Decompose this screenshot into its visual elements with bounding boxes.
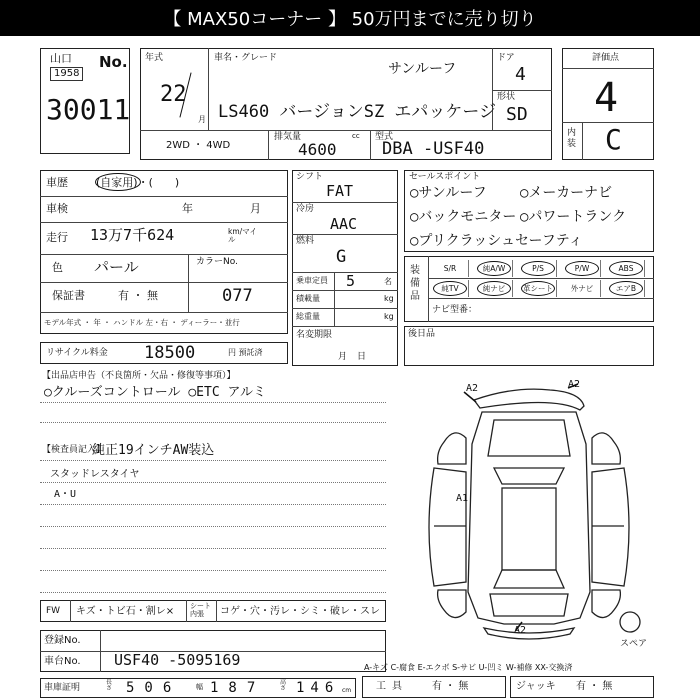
lot-sub-number: 1958 — [50, 67, 83, 81]
certificate-label: 車庫証明 — [44, 683, 81, 693]
inspection-year-unit: 年 — [182, 202, 193, 215]
jack-options: 有 ・ 無 — [576, 681, 613, 692]
height-value: 146 — [296, 680, 340, 696]
model-sunroof-note: サンルーフ — [388, 61, 457, 77]
capacity-unit: 名 — [384, 277, 392, 286]
drive-options: 2WD ・ 4WD — [166, 140, 231, 151]
score-label: 評価点 — [592, 53, 620, 63]
register-label: 登録No. — [44, 635, 81, 646]
damage-legend: A-キズ C-腐食 E-エクボ S-サビ U-凹ミ W-補修 XX-交換済 — [364, 663, 573, 672]
displacement-value: 4600 — [298, 140, 337, 159]
diagram-mark-rear: A2 — [514, 625, 527, 636]
model-label: 車名・グレード — [214, 53, 278, 63]
equipment-label: 装備品 — [410, 265, 420, 302]
model-name: LS460 バージョンSZ エパッケージ — [218, 102, 497, 122]
recycle-value: 18500 — [144, 343, 196, 363]
spare-label: スペア — [620, 639, 648, 649]
shape-label: 形状 — [497, 92, 516, 102]
inspector-sub-1: スタッドレスタイヤ — [50, 469, 140, 480]
displacement-label: 排気量 — [274, 132, 302, 142]
fuel-label: 燃料 — [296, 236, 315, 246]
inspection-label: 車検 — [46, 202, 68, 215]
color-code-label: カラーNo. — [196, 257, 238, 267]
door-value: 4 — [515, 64, 526, 85]
inspector-label: 【検査員記入】 — [42, 445, 106, 455]
color-label: 色 — [52, 261, 63, 274]
displacement-unit: cc — [352, 132, 360, 140]
chassis-label: 車台No. — [44, 656, 81, 667]
equipment-item: P/S — [520, 260, 557, 277]
exhibitor-label: 【出品店申告（不良箇所・欠品・修復等事項）】 — [42, 371, 236, 381]
lot-no-label: No. — [99, 53, 128, 71]
seat-label: シート内張 — [190, 602, 211, 618]
later-added-box — [404, 326, 654, 366]
interior-value: C — [605, 123, 622, 156]
shift-value: FAT — [326, 182, 354, 200]
warranty-label: 保証書 — [52, 289, 85, 302]
equipment-item: 純A/W — [476, 260, 513, 277]
sales-points-label: セールスポイント — [409, 172, 481, 182]
type-label: 型式 — [375, 132, 394, 142]
navi-model-label: ナビ型番： — [432, 305, 478, 315]
diagram-mark-door: A1 — [456, 493, 469, 504]
diagram-mark-front-left: A2 — [466, 383, 479, 394]
gross-label: 総重量 — [296, 312, 320, 321]
diagram-mark-front-right: A2 — [568, 379, 581, 390]
seat-options: コゲ・穴・汚レ・シミ・破レ・スレ — [220, 606, 380, 617]
load-label: 積載量 — [296, 294, 320, 303]
aircon-value: AAC — [330, 215, 358, 233]
width-value: 187 — [210, 680, 266, 696]
length-value: 506 — [126, 680, 182, 696]
exhibitor-note: ○クルーズコントロール ○ETC アルミ — [44, 385, 266, 400]
gross-unit: kg — [384, 312, 394, 321]
recycle-label: リサイクル料金 — [46, 348, 108, 358]
misc-row: モデル年式 ・ 年 ・ ハンドル 左・右 ・ ディーラー・並行 — [44, 318, 240, 327]
door-label: ドア — [497, 53, 515, 63]
fw-label: FW — [46, 606, 61, 616]
sales-point-5: ○プリクラッシュセーフティ — [410, 233, 583, 249]
capacity-value: 5 — [346, 272, 356, 290]
aircon-label: 冷房 — [296, 204, 315, 214]
header-title: 【 MAX50コーナー 】 50万円までに売り切り — [163, 9, 537, 30]
equipment-item: P/W — [564, 260, 601, 277]
load-unit: kg — [384, 294, 394, 303]
mileage-label: 走行 — [46, 231, 68, 244]
equipment-item: エアB — [608, 280, 645, 297]
width-label: 幅 — [196, 683, 203, 691]
fuel-value: G — [336, 247, 347, 267]
later-added-label: 後日品 — [408, 329, 436, 339]
mileage-value: 13万7千624 — [90, 226, 175, 244]
tools-label: 工具 — [376, 681, 408, 692]
history-value: (自家用)・( ) — [96, 176, 180, 189]
tools-options: 有 ・ 無 — [432, 681, 469, 692]
equipment-item: 純TV — [432, 280, 469, 297]
sales-point-1: ○サンルーフ — [410, 185, 487, 201]
chassis-value: USF40 -5095169 — [114, 651, 241, 669]
lot-number: 30011 — [46, 93, 131, 126]
score-value: 4 — [594, 75, 619, 121]
year-value: 22 — [160, 82, 187, 107]
warranty-options: 有 ・ 無 — [118, 289, 158, 302]
inspection-month-unit: 月 — [250, 202, 261, 215]
equipment-item: ABS — [608, 260, 645, 277]
year-unit: 月 — [198, 115, 206, 124]
interior-label: 内装 — [567, 128, 577, 149]
color-value: パール — [94, 258, 139, 276]
vehicle-details-table — [40, 170, 288, 334]
shape-value: SD — [506, 104, 528, 125]
history-label: 車歴 — [46, 176, 68, 189]
inspector-sub-2: A・U — [54, 489, 77, 500]
car-damage-diagram — [404, 372, 654, 662]
equipment-item: 外ナビ — [564, 280, 601, 297]
equipment-item: 革シート — [520, 280, 557, 297]
shift-label: シフト — [296, 172, 324, 182]
height-label: 高さ — [280, 679, 287, 692]
name-change-label: 名変期限 — [296, 330, 333, 340]
sales-point-3: ○バックモニター — [410, 209, 517, 225]
sales-point-4: ○パワートランク — [520, 209, 627, 225]
capacity-label: 乗車定員 — [296, 276, 328, 285]
inspector-note: 純正19インチAW装込 — [92, 443, 215, 458]
dims-unit: cm — [342, 687, 352, 694]
color-code: 077 — [222, 286, 253, 306]
length-label: 長さ — [106, 679, 113, 692]
jack-label: ジャッキ — [516, 681, 556, 692]
recycle-unit: 円 預託済 — [228, 348, 263, 357]
equipment-item: 純ナビ — [476, 280, 513, 297]
type-value: DBA -USF40 — [382, 139, 485, 159]
fw-options: キズ・トビ石・割レ× — [76, 606, 175, 617]
mileage-unit: km/マイル — [228, 227, 258, 244]
lot-region: 山口 — [50, 52, 72, 65]
equipment-item: S/R — [432, 260, 469, 277]
sales-point-2: ○メーカーナビ — [520, 185, 613, 201]
name-change-unit: 月日 — [338, 352, 377, 362]
year-label: 年式 — [145, 53, 164, 63]
